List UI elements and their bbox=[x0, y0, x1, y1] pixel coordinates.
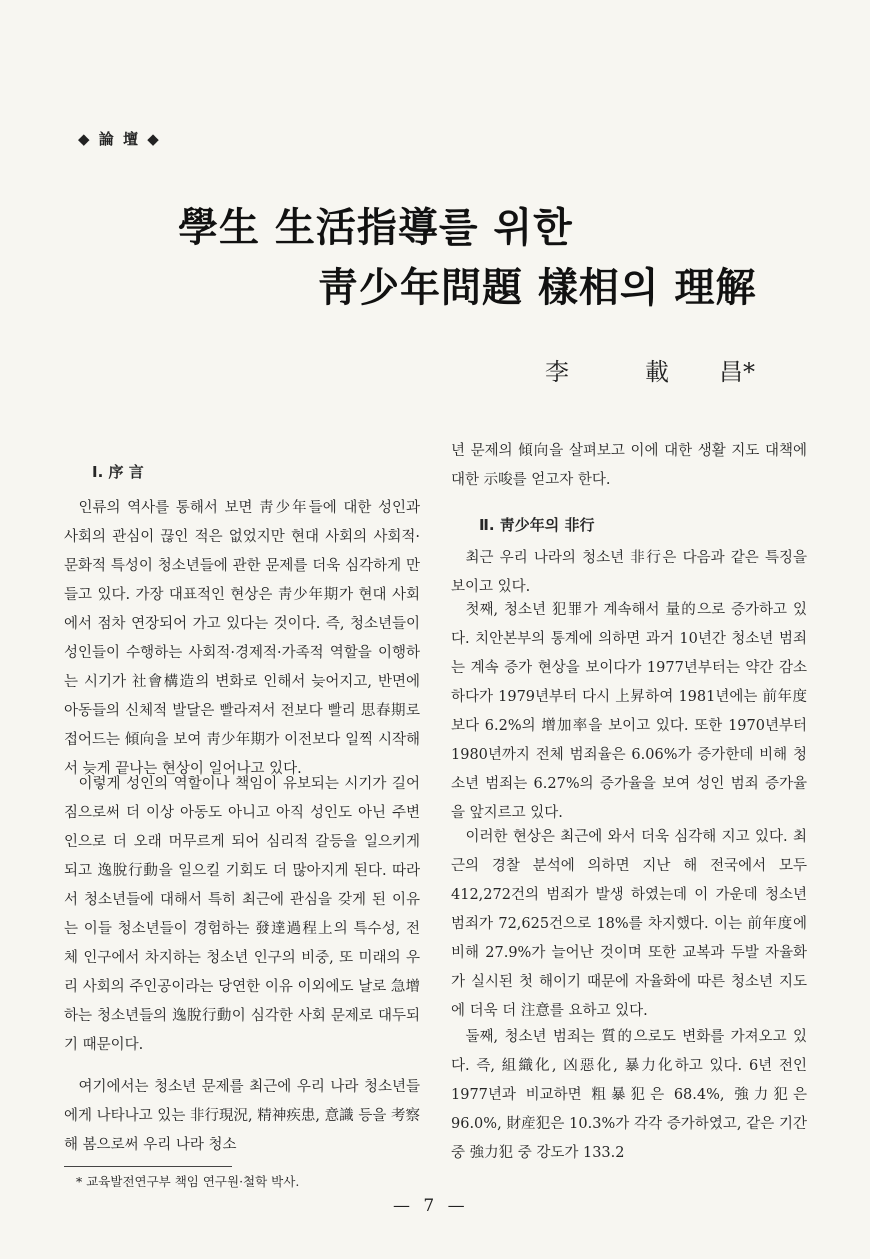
section-heading-delinquency: Ⅱ. 靑少年의 非行 bbox=[479, 516, 595, 534]
author-char-1: 李 bbox=[545, 358, 569, 386]
author-char-2: 載 bbox=[645, 358, 669, 386]
section-heading-introduction: Ⅰ. 序 言 bbox=[92, 463, 144, 481]
paragraph: 이렇게 성인의 역할이나 책임이 유보되는 시기가 길어짐으로써 더 이상 아동도 아니고 아직 성인도 아닌 주변인으로 더 오래 머무르게 되어 심리적 갈등을 일으키게 되고 逸脫行動을 일으킬 기회도 더 많아지게 된다. 따라서 청소년들에 대해서 특히 최근에 관심을 갖게 된 이유는 이들 청소년들이 경험하는 發達過程上의 특수성, 전체 인구에서 차지하는 청소년 인구의 비중, 또 미래의 우리 사회의 주인공이라는 당연한 이유 이외에도 날로 急增하는 청소년들의 逸脫行動이 심각한 사회 문제로 대두되기 때문이다. bbox=[64, 776, 420, 1053]
title-line-1: 學生 生活指導를 위한 bbox=[178, 205, 573, 251]
paragraph: 둘째, 청소년 범죄는 質的으로도 변화를 가져오고 있다. 즉, 組織化, 凶惡化, 暴力化하고 있다. 6년 전인 1977년과 비교하면 粗暴犯은 68.4%, 強力犯은 96.0%, 財産犯은 10.3%가 각각 증가하였고, 같은 기간 중 強力犯 중 강도가 133.2 bbox=[451, 1029, 807, 1161]
section-tag: ◆ 論 壇 ◆ bbox=[78, 130, 161, 148]
paragraph: 여기에서는 청소년 문제를 최근에 우리 나라 청소년들에게 나타나고 있는 非行現況, 精神疾患, 意識 등을 考察해 봄으로써 우리 나라 청소 bbox=[64, 1079, 420, 1153]
paragraph: 년 문제의 傾向을 살펴보고 이에 대한 생활 지도 대책에 대한 示唆를 얻고자 한다. bbox=[451, 443, 807, 488]
paragraph: 최근 우리 나라의 청소년 非行은 다음과 같은 특징을 보이고 있다. bbox=[451, 550, 807, 595]
paragraph: 첫째, 청소년 犯罪가 계속해서 量的으로 증가하고 있다. 치안본부의 통계에 의하면 과거 10년간 청소년 범죄는 계속 증가 현상을 보이다가 1977년부터는 약간 감소하다가 1979년부터 다시 上昇하여 1981년에는 前年度보다 6.2%의 增加率을 보이고 있다. 또한 1970년부터 1980년까지 전체 범죄율은 6.06%가 증가한데 비해 청소년 범죄는 6.27%의 증가율을 보여 성인 범죄 증가율을 앞지르고 있다. bbox=[451, 602, 807, 821]
paragraph: 이러한 현상은 최근에 와서 더욱 심각해 지고 있다. 최근의 경찰 분석에 의하면 지난 해 전국에서 모두 412,272건의 범죄가 발생 하였는데 이 가운데 청소년 범죄가 72,625건으로 18%를 차지했다. 이는 前年度에 비해 27.9%가 늘어난 것이며 또한 교복과 두발 자율화가 실시된 첫 해이기 때문에 자율화에 따른 청소년 지도에 더욱 더 注意를 요하고 있다. bbox=[451, 829, 807, 1019]
title-line-2: 靑少年問題 樣相의 理解 bbox=[318, 265, 757, 311]
paragraph: 인류의 역사를 통해서 보면 靑少年들에 대한 성인과 사회의 관심이 끊인 적은 없었지만 현대 사회의 사회적·문화적 특성이 청소년들에 관한 문제를 더욱 심각하게 만들고 있다. 가장 대표적인 현상은 靑少年期가 현대 사회에서 점차 연장되어 가고 있다는 것이다. 즉, 청소년들이 성인들이 수행하는 사회적·경제적·가족적 역할을 이행하는 시기가 社會構造의 변화로 인해서 늦어지고, 반면에 아동들의 신체적 발달은 빨라져서 전보다 빨리 思春期로 접어드는 傾向을 보여 靑少年期가 이전보다 일찍 시작해서 늦게 끝나는 현상이 일어나고 있다. bbox=[64, 500, 420, 777]
footnote-rule bbox=[64, 1166, 232, 1167]
footnote: * 교육발전연구부 책임 연구원·철학 박사. bbox=[76, 1174, 300, 1189]
page-number: — 7 — bbox=[393, 1196, 469, 1216]
author-char-3: 昌* bbox=[719, 358, 755, 386]
